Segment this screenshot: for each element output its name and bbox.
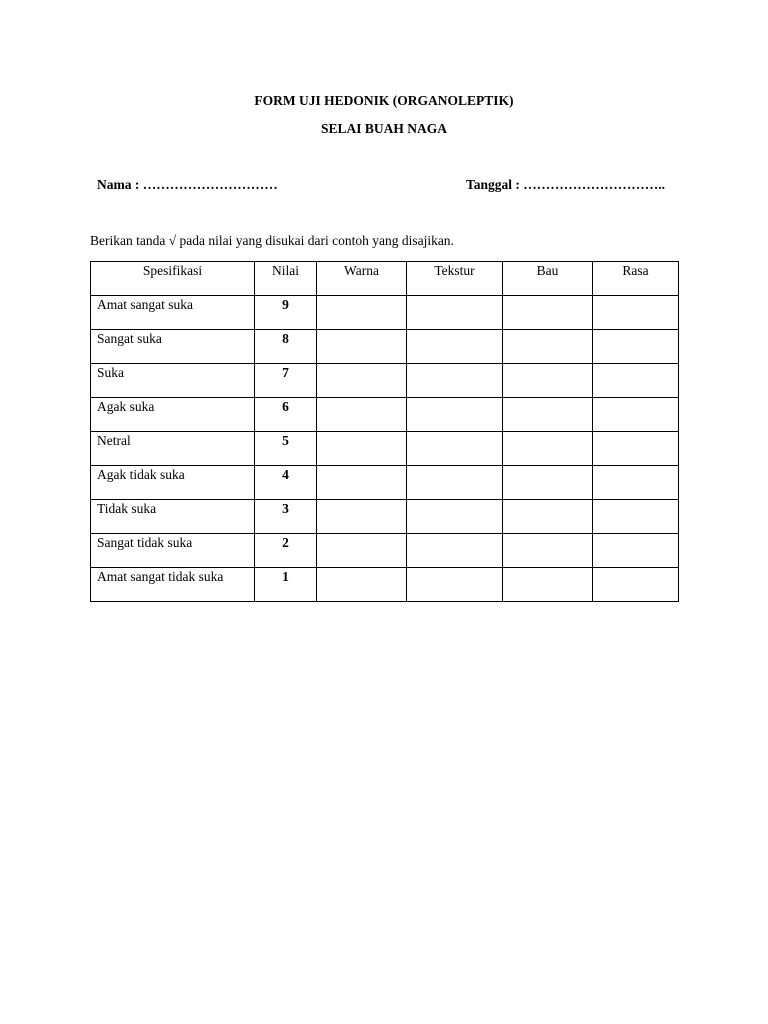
nilai-cell: 1	[255, 568, 317, 602]
spesifikasi-cell: Netral	[91, 432, 255, 466]
instruction-text: Berikan tanda √ pada nilai yang disukai dari contoh yang disajikan.	[90, 233, 454, 248]
rasa-check-cell[interactable]	[593, 364, 679, 398]
rasa-check-cell[interactable]	[593, 398, 679, 432]
bau-check-cell[interactable]	[503, 330, 593, 364]
rasa-check-cell[interactable]	[593, 500, 679, 534]
table-row	[91, 364, 679, 398]
tekstur-check-cell[interactable]	[407, 432, 503, 466]
table-row	[91, 534, 679, 568]
tekstur-check-cell[interactable]	[407, 466, 503, 500]
rasa-check-cell[interactable]	[593, 466, 679, 500]
warna-check-cell[interactable]	[317, 330, 407, 364]
header-spesifikasi: Spesifikasi	[91, 262, 255, 296]
warna-check-cell[interactable]	[317, 568, 407, 602]
header-bau: Bau	[503, 262, 593, 296]
header-tekstur: Tekstur	[407, 262, 503, 296]
spesifikasi-cell: Agak tidak suka	[91, 466, 255, 500]
rasa-check-cell[interactable]	[593, 432, 679, 466]
table-row	[91, 330, 679, 364]
warna-check-cell[interactable]	[317, 432, 407, 466]
tekstur-check-cell[interactable]	[407, 330, 503, 364]
nilai-cell: 3	[255, 500, 317, 534]
tekstur-check-cell[interactable]	[407, 364, 503, 398]
rasa-check-cell[interactable]	[593, 330, 679, 364]
spesifikasi-cell: Agak suka	[91, 398, 255, 432]
bau-check-cell[interactable]	[503, 466, 593, 500]
rasa-check-cell[interactable]	[593, 568, 679, 602]
warna-check-cell[interactable]	[317, 466, 407, 500]
nilai-cell: 7	[255, 364, 317, 398]
table-row	[91, 296, 679, 330]
spesifikasi-cell: Amat sangat tidak suka	[91, 568, 255, 602]
table-row	[91, 500, 679, 534]
warna-check-cell[interactable]	[317, 296, 407, 330]
tekstur-check-cell[interactable]	[407, 296, 503, 330]
nilai-cell: 2	[255, 534, 317, 568]
bau-check-cell[interactable]	[503, 296, 593, 330]
bau-check-cell[interactable]	[503, 432, 593, 466]
header-nilai: Nilai	[255, 262, 317, 296]
nilai-cell: 4	[255, 466, 317, 500]
hedonic-rating-table	[90, 261, 679, 602]
spesifikasi-cell: Sangat tidak suka	[91, 534, 255, 568]
table-row	[91, 466, 679, 500]
nama-field[interactable]: Nama : …………………………	[97, 177, 278, 192]
spesifikasi-cell: Sangat suka	[91, 330, 255, 364]
table-row	[91, 432, 679, 466]
table-row	[91, 398, 679, 432]
bau-check-cell[interactable]	[503, 534, 593, 568]
nilai-cell: 9	[255, 296, 317, 330]
form-subtitle: SELAI BUAH NAGA	[320, 121, 448, 136]
bau-check-cell[interactable]	[503, 500, 593, 534]
nilai-cell: 8	[255, 330, 317, 364]
warna-check-cell[interactable]	[317, 398, 407, 432]
spesifikasi-cell: Suka	[91, 364, 255, 398]
warna-check-cell[interactable]	[317, 500, 407, 534]
form-title: FORM UJI HEDONIK (ORGANOLEPTIK)	[254, 93, 514, 108]
table-header-row	[91, 262, 679, 296]
warna-check-cell[interactable]	[317, 534, 407, 568]
bau-check-cell[interactable]	[503, 398, 593, 432]
tekstur-check-cell[interactable]	[407, 534, 503, 568]
tekstur-check-cell[interactable]	[407, 398, 503, 432]
nilai-cell: 6	[255, 398, 317, 432]
nilai-cell: 5	[255, 432, 317, 466]
bau-check-cell[interactable]	[503, 568, 593, 602]
rasa-check-cell[interactable]	[593, 534, 679, 568]
warna-check-cell[interactable]	[317, 364, 407, 398]
spesifikasi-cell: Amat sangat suka	[91, 296, 255, 330]
table-row	[91, 568, 679, 602]
bau-check-cell[interactable]	[503, 364, 593, 398]
spesifikasi-cell: Tidak suka	[91, 500, 255, 534]
tekstur-check-cell[interactable]	[407, 568, 503, 602]
rasa-check-cell[interactable]	[593, 296, 679, 330]
tekstur-check-cell[interactable]	[407, 500, 503, 534]
header-warna: Warna	[317, 262, 407, 296]
tanggal-field[interactable]: Tanggal : …………………………..	[466, 177, 666, 192]
header-rasa: Rasa	[593, 262, 679, 296]
